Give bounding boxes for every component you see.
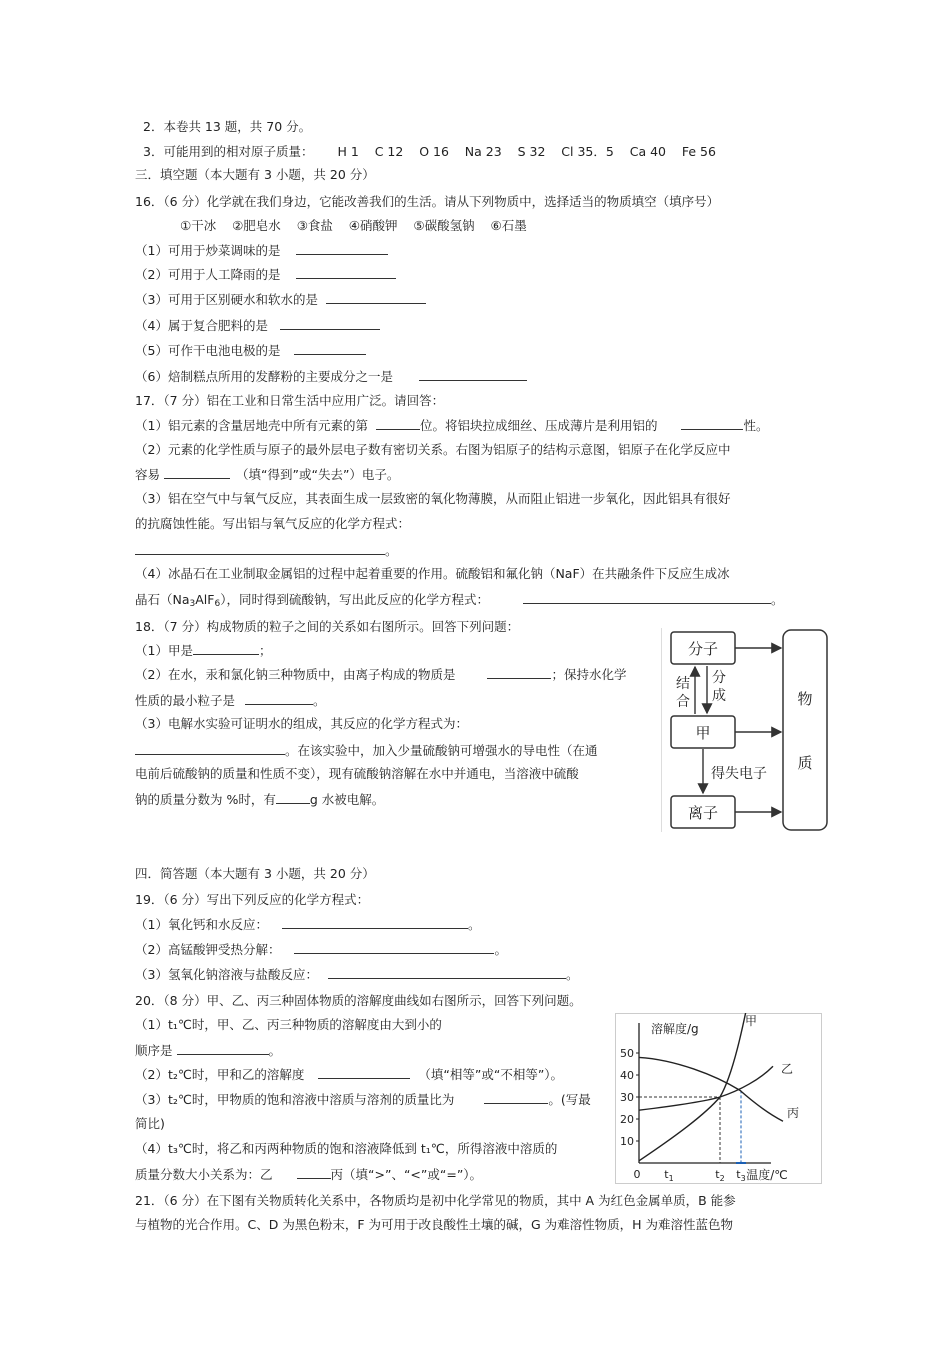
solubility-chart — [615, 1013, 823, 1185]
q19-p2: （2）高锰酸钾受热分解： — [135, 942, 281, 957]
q17-p2c: （填“得到”或“失去”）电子。 — [236, 467, 400, 482]
split-label-1: 分 — [712, 670, 726, 686]
q18-p3d: 钠的质量分数为 %时，有 — [135, 792, 276, 807]
q19-end2: 。 — [494, 942, 507, 957]
q20-p2a: （2）t₂℃时，甲和乙的溶解度 — [135, 1067, 305, 1082]
x-tick-label: $t_2$ — [715, 1168, 725, 1183]
q17-p4c: 。 — [770, 592, 784, 607]
q16-stem: 16．（6 分）化学就在我们身边，它能改善我们的生活。请从下列物质中，选择适当的物质填空（填序号） — [135, 194, 720, 209]
q17-stem: 17．（7 分）铝在工业和日常生活中应用广泛。请回答： — [135, 393, 445, 408]
q19-part3 — [135, 966, 578, 983]
q18-blank2[interactable] — [487, 666, 551, 679]
q17-p4b-mid: AlF — [195, 592, 215, 607]
q17-blank1[interactable] — [376, 417, 420, 430]
jia-label: 甲 — [695, 724, 711, 742]
q17-blank5[interactable] — [523, 591, 771, 604]
series-label: 甲 — [745, 1014, 758, 1028]
series-label: 丙 — [787, 1106, 800, 1120]
q19-end3: 。 — [565, 967, 579, 982]
q20-blank3[interactable] — [484, 1091, 548, 1104]
q20-p1b: 顺序是 — [135, 1043, 173, 1058]
q16-part3 — [135, 291, 426, 308]
q19-blank3[interactable] — [328, 966, 566, 979]
q16-options: ①干冰 ②肥皂水 ③食盐 ④硝酸钾 ⑤碳酸氢钠 ⑥石墨 — [180, 218, 527, 233]
note-2: 2．本卷共 13 题，共 70 分。 — [143, 119, 312, 134]
q17-part2a: （2）元素的化学性质与原子的最外层电子数有密切关系。右图为铝原子的结构示意图，铝原子在化学反应中 — [135, 442, 731, 457]
q17-p1b: 位。将铝块拉成细丝、压成薄片是利用铝的 — [419, 418, 658, 433]
q20-part4a: （4）t₃℃时，将乙和丙两种物质的饱和溶液降低到 t₁℃，所得溶液中溶质的 — [135, 1141, 558, 1156]
q16-blank6[interactable] — [419, 368, 527, 381]
q17-part1 — [135, 417, 769, 434]
y-tick-label: 10 — [620, 1135, 634, 1148]
particle-relation-diagram — [661, 626, 833, 834]
q17-p3c: 。 — [385, 543, 398, 558]
q20-part1b — [135, 1042, 281, 1059]
q18-blank4[interactable] — [135, 742, 285, 755]
q16-part2-text: （2）可用于人工降雨的是 — [135, 267, 281, 282]
q19-p1: （1）氧化钙和水反应： — [135, 917, 268, 932]
q17-p4b-pre: 晶石（Na — [135, 592, 190, 607]
q16-part1 — [135, 242, 388, 259]
q20-p2b: （填“相等”或“不相等”）。 — [418, 1067, 564, 1082]
q17-blank4[interactable] — [135, 542, 385, 555]
q18-p2d: 。 — [313, 693, 326, 708]
q18-part3c: 电前后硫酸钠的质量和性质不变），现有硫酸钠溶解在水中并通电，当溶液中硫酸 — [135, 766, 579, 781]
q16-part4-text: （4）属于复合肥料的是 — [135, 318, 268, 333]
q18-part2c — [135, 692, 326, 709]
note-3 — [143, 144, 716, 160]
note-3-label: 3．可能用到的相对原子质量： — [143, 144, 314, 159]
q20-part4b — [135, 1166, 482, 1183]
molecule-label: 分子 — [687, 640, 719, 658]
x-tick-label: $t_1$ — [664, 1168, 674, 1183]
q20-part3c: 简比) — [135, 1116, 165, 1131]
split-label-2: 成 — [712, 688, 726, 704]
q20-stem: 20．（8 分）甲、乙、丙三种固体物质的溶解度曲线如右图所示，回答下列问题。 — [135, 993, 582, 1008]
q19-part1 — [135, 916, 480, 933]
q16-part2 — [135, 266, 396, 283]
q17-part4a: （4）冰晶石在工业制取金属铝的过程中起着重要的作用。硫酸铝和氟化钠（NaF）在共融条件下反应生成冰 — [135, 566, 730, 581]
q19-stem: 19．（6 分）写出下列反应的化学方程式： — [135, 892, 370, 907]
q19-p3: （3）氢氧化钠溶液与盐酸反应： — [135, 967, 318, 982]
q20-blank1[interactable] — [177, 1042, 269, 1055]
q19-blank1[interactable] — [282, 916, 468, 929]
section-4-title: 四．简答题（本大题有 3 小题，共 20 分） — [135, 866, 375, 881]
q18-part2 — [135, 666, 626, 683]
y-tick-label: 50 — [620, 1047, 634, 1060]
section-3-title: 三．填空题（本大题有 3 小题，共 20 分） — [135, 167, 375, 182]
q18-stem: 18．（7 分）构成物质的粒子之间的关系如右图所示。回答下列问题： — [135, 619, 520, 634]
q16-part6-text: （6）焙制糕点所用的发酵粉的主要成分之一是 — [135, 369, 393, 384]
q18-p3e: g 水被电解。 — [309, 792, 385, 807]
q18-part1 — [135, 642, 271, 659]
q16-blank4[interactable] — [280, 317, 380, 330]
q18-p3b: 。在该实验中，加入少量硫酸钠可增强水的导电性（在通 — [285, 743, 598, 758]
q17-blank2[interactable] — [681, 417, 743, 430]
q18-p2a: （2）在水，汞和氯化钠三种物质中，由离子构成的物质是 — [135, 667, 456, 682]
q16-part6 — [135, 368, 527, 385]
q20-p1c: 。 — [268, 1043, 282, 1058]
q18-blank5[interactable] — [276, 791, 310, 804]
q16-blank2[interactable] — [296, 266, 396, 279]
q18-part3a: （3）电解水实验可证明水的组成，其反应的化学方程式为： — [135, 716, 468, 731]
q16-part5-text: （5）可作干电池电极的是 — [135, 343, 281, 358]
q16-blank1[interactable] — [296, 242, 388, 255]
q16-blank3[interactable] — [326, 291, 426, 304]
q21-line1: 21．（6 分）在下图有关物质转化关系中，各物质均是初中化学常见的物质，其中 A 为红色金属单质，B 能参 — [135, 1193, 736, 1208]
q17-part4b — [135, 591, 783, 612]
substance-label-1: 物 — [797, 690, 813, 708]
q16-part4 — [135, 317, 380, 334]
q18-p2b: ；保持水化学 — [551, 667, 627, 682]
y-tick-label: 40 — [620, 1069, 634, 1082]
series-label: 乙 — [781, 1062, 794, 1076]
q20-blank4[interactable] — [297, 1166, 331, 1179]
q20-blank2[interactable] — [318, 1066, 410, 1079]
gain-lose-label: 得失电子 — [711, 766, 767, 782]
q17-part3a: （3）铝在空气中与氧气反应，其表面生成一层致密的氧化物薄膜，从而阻止铝进一步氧化，因此铝具有很好 — [135, 491, 731, 506]
q20-p3b: 。(写最 — [548, 1092, 591, 1107]
q18-p1end: ； — [258, 643, 272, 658]
q17-p4b-sub1: 3 — [189, 599, 196, 609]
q17-p2b: 容易 — [135, 467, 161, 482]
substance-box — [783, 630, 827, 830]
x-tick-label: 0 — [633, 1168, 641, 1181]
q19-part2 — [135, 941, 507, 958]
q18-p2c: 性质的最小粒子是 — [135, 693, 236, 708]
q18-blank1[interactable] — [193, 642, 259, 655]
q18-p1: （1）甲是 — [135, 643, 193, 658]
note-3-masses: H 1 C 12 O 16 Na 23 S 32 Cl 35．5 Ca 40 Fe 56 — [337, 144, 716, 159]
combine-label-1: 结 — [676, 676, 690, 692]
q19-end1: 。 — [467, 917, 481, 932]
q20-part1a: （1）t₁℃时，甲、乙、丙三种物质的溶解度由大到小的 — [135, 1017, 442, 1032]
y-axis-title: 溶解度/g — [651, 1022, 699, 1036]
q16-part3-text: （3）可用于区别硬水和软水的是 — [135, 292, 318, 307]
q16-part1-text: （1）可用于炒菜调味的是 — [135, 243, 281, 258]
q20-part3 — [135, 1091, 591, 1108]
q18-part3b — [135, 742, 598, 759]
q17-part3c — [135, 542, 398, 559]
q17-part3b: 的抗腐蚀性能。写出铝与氧气反应的化学方程式： — [135, 516, 411, 531]
q20-p3a: （3）t₂℃时，甲物质的饱和溶液中溶质与溶剂的质量比为 — [135, 1092, 455, 1107]
q17-p1c: 性。 — [743, 418, 769, 433]
combine-label-2: 合 — [676, 694, 690, 710]
q18-blank3[interactable] — [245, 692, 313, 705]
q20-p4b: 质量分数大小关系为：乙 — [135, 1167, 273, 1182]
q21-line2: 与植物的光合作用。C、D 为黑色粉末，F 为可用于改良酸性土壤的碱，G 为难溶性物质，H 为难溶性蓝色物 — [135, 1217, 734, 1232]
q16-blank5[interactable] — [294, 342, 366, 355]
y-tick-label: 30 — [620, 1091, 634, 1104]
q19-blank2[interactable] — [294, 941, 494, 954]
q17-p4b-sub2: 6 — [214, 599, 221, 609]
q17-p4b-post: ），同时得到硫酸钠，写出此反应的化学方程式： — [220, 592, 489, 607]
y-tick-label: 20 — [620, 1113, 634, 1126]
ion-label: 离子 — [687, 804, 719, 822]
q20-part2 — [135, 1066, 563, 1083]
q17-blank3[interactable] — [164, 466, 230, 479]
q17-part2b — [135, 466, 399, 483]
q17-p1a: （1）铝元素的含量居地壳中所有元素的第 — [135, 418, 368, 433]
q18-part3d — [135, 791, 384, 808]
x-axis-title: 温度/℃ — [746, 1168, 788, 1182]
q16-part5 — [135, 342, 366, 359]
q20-p4c: 丙（填“>”、“<”或“=”）。 — [330, 1167, 483, 1182]
substance-label-2: 质 — [797, 754, 813, 772]
x-tick-label: $t_3$ — [736, 1168, 746, 1183]
